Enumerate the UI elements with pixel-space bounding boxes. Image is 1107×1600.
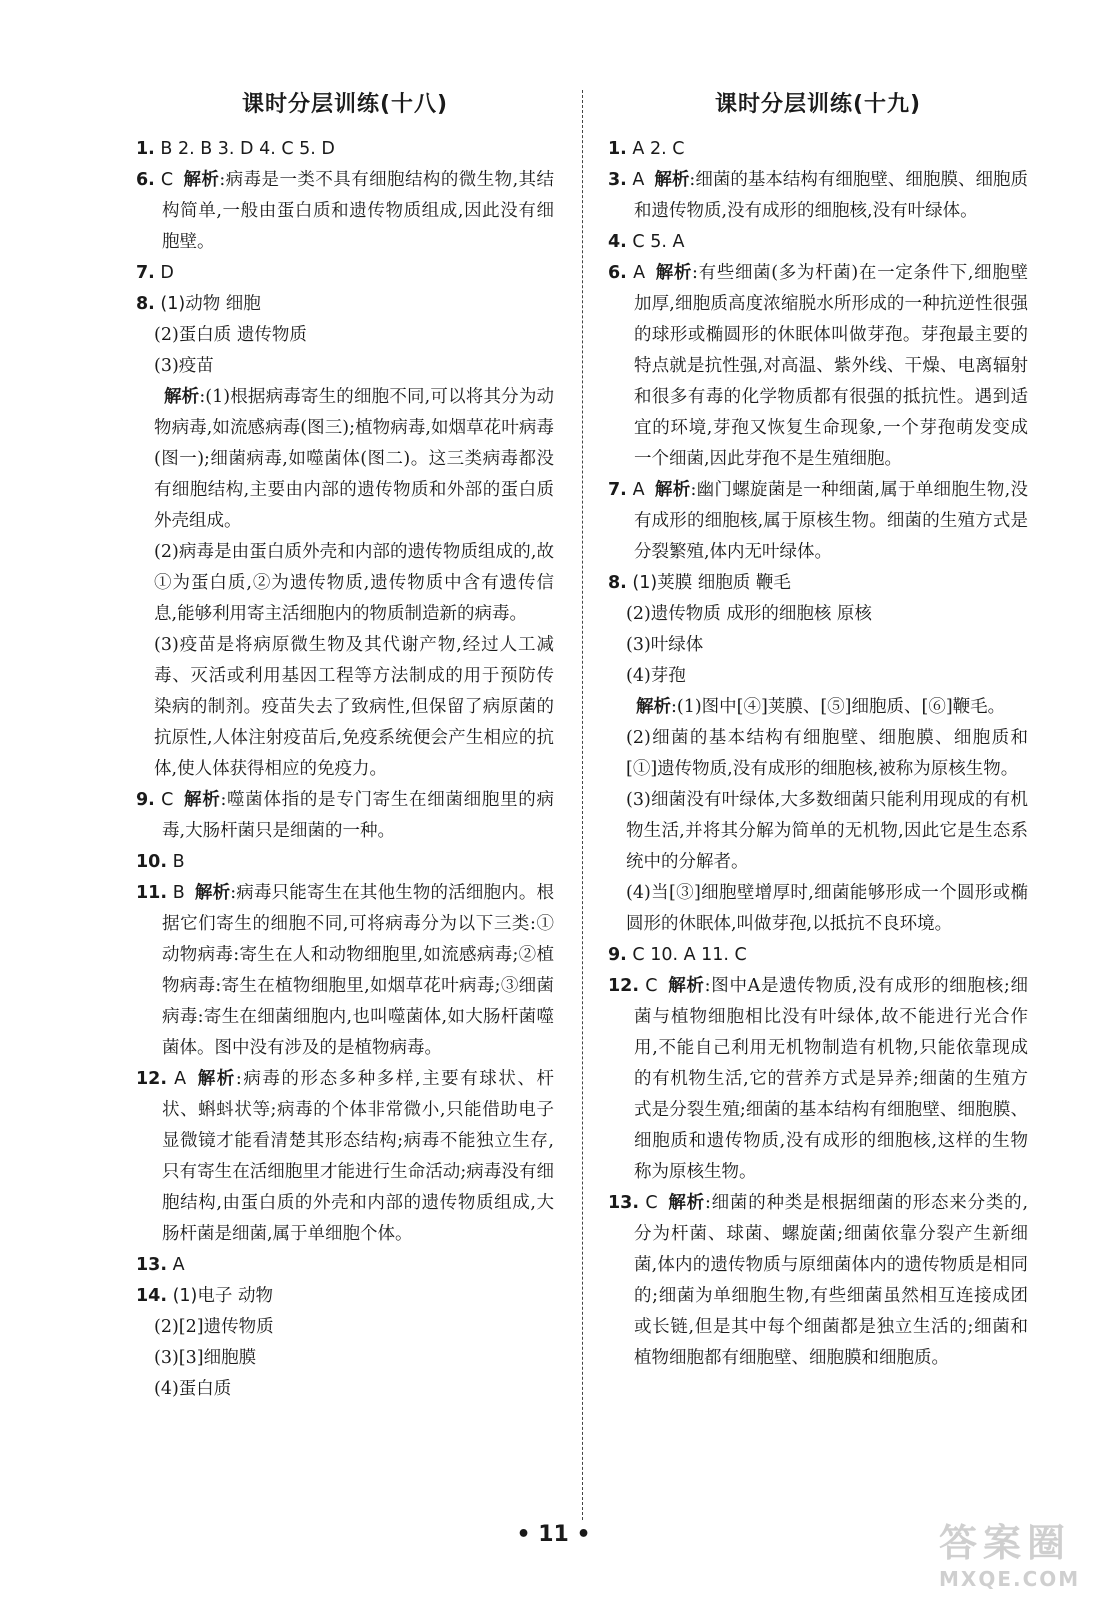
explanation-text: (2)蛋白质 遗传物质	[154, 325, 307, 345]
question-number: 3.	[608, 170, 627, 190]
question-number: 8.	[608, 573, 627, 593]
answer-subline	[136, 1374, 554, 1405]
answer-choice: D	[160, 263, 174, 283]
answer-item	[136, 1281, 554, 1312]
watermark-logo	[939, 1512, 1089, 1590]
explanation-text: :有些细菌(多为杆菌)在一定条件下,细胞壁加厚,细胞质高度浓缩脱水所形成的一种抗逆性很强的球形或椭圆形的休眠体叫做芽孢。芽孢最主要的特点就是抗性强,对高温、紫外线、干燥、电离辐射和很多有毒的化学物质都有很强的抵抗性。遇到适宜的环境,芽孢又恢复生命现象,一个芽孢萌发变成一个细菌,因此芽孢不是生殖细胞。	[634, 263, 1028, 469]
answer-item	[608, 475, 1028, 568]
watermark-url: MXQE.COM	[939, 1567, 1081, 1591]
explanation-text: (4)芽孢	[626, 666, 686, 686]
answer-choice: C	[645, 976, 658, 996]
explanation-text: :幽门螺旋菌是一种细菌,属于单细胞生物,没有成形的细胞核,属于原核生物。细菌的生殖方式是分裂繁殖,体内无叶绿体。	[634, 480, 1028, 562]
answer-item	[136, 847, 554, 878]
explanation-text: (4)当[③]细胞壁增厚时,细菌能够形成一个圆形或椭圆形的休眠体,叫做芽孢,以抵抗不良环境。	[626, 883, 1028, 934]
answer-choice: A	[633, 263, 646, 283]
answer-item	[608, 568, 1028, 599]
question-number: 1.	[608, 139, 627, 159]
answer-choice: (1)动物 细胞	[160, 294, 261, 314]
answer-choice: A	[172, 1255, 185, 1275]
answer-item	[136, 785, 554, 847]
answer-choice: A	[174, 1069, 187, 1089]
question-number: 13.	[136, 1255, 168, 1275]
answer-choice: B 2. B 3. D 4. C 5. D	[160, 139, 335, 159]
answer-subline	[136, 382, 554, 537]
explanation-text: :(1)图中[④]荚膜、[⑤]细胞质、[⑥]鞭毛。	[671, 697, 1006, 717]
section-title-left: 课时分层训练(十八)	[241, 92, 449, 117]
analysis-label: 解析	[667, 976, 705, 996]
answer-subline	[608, 878, 1028, 940]
answer-choice: C 10. A 11. C	[632, 945, 747, 965]
question-number: 11.	[136, 883, 168, 903]
answer-subline	[608, 723, 1028, 785]
explanation-text: (3)细菌没有叶绿体,大多数细菌只能利用现成的有机物生活,并将其分解为简单的无机物,因此它是生态系统中的分解者。	[626, 790, 1028, 872]
analysis-label: 解析	[183, 170, 220, 190]
answer-subline	[608, 661, 1028, 692]
section-title-right: 课时分层训练(十九)	[714, 92, 922, 117]
answer-choice: C	[161, 790, 174, 810]
answer-list-left	[136, 134, 554, 1405]
explanation-text: :(1)根据病毒寄生的细胞不同,可以将其分为动物病毒,如流感病毒(图三);植物病毒,如烟草花叶病毒(图一);细菌病毒,如噬菌体(图二)。这三类病毒都没有细胞结构,主要由内部的遗传物质和外部的蛋白质外壳组成。	[154, 387, 554, 531]
watermark-text: 答案圈	[939, 1521, 1072, 1565]
analysis-label: 解析	[194, 883, 231, 903]
answer-choice: (1)电子 动物	[172, 1286, 273, 1306]
answer-item	[608, 971, 1028, 1188]
answer-subline	[608, 599, 1028, 630]
answer-item	[608, 940, 1028, 971]
answer-choice: A 2. C	[632, 139, 685, 159]
answer-list-right	[608, 134, 1028, 1374]
answer-item	[136, 258, 554, 289]
answer-subline	[136, 537, 554, 630]
answer-item	[136, 134, 554, 165]
answer-choice: C 5. A	[632, 232, 685, 252]
explanation-text: :图中A是遗传物质,没有成形的细胞核;细菌与植物细胞相比没有叶绿体,故不能进行光合作用,不能自己利用无机物制造有机物,只能依靠现成的有机物生活,它的营养方式是异养;细菌的生殖方式是分裂生殖;细菌的基本结构有细胞壁、细胞膜、细胞质和遗传物质,没有成形的细胞核,这样的生物称为原核生物。	[634, 976, 1028, 1182]
question-number: 12.	[136, 1069, 168, 1089]
question-number: 9.	[608, 945, 627, 965]
explanation-text: (2)细菌的基本结构有细胞壁、细胞膜、细胞质和[①]遗传物质,没有成形的细胞核,被称为原核生物。	[626, 728, 1028, 779]
question-number: 12.	[608, 976, 640, 996]
column-divider	[582, 90, 583, 1520]
analysis-label: 解析	[636, 697, 671, 717]
question-number: 6.	[136, 170, 155, 190]
answer-subline	[136, 351, 554, 382]
answer-item	[608, 134, 1028, 165]
answer-item	[136, 1064, 554, 1250]
explanation-text: :病毒的形态多种多样,主要有球状、杆状、蝌蚪状等;病毒的个体非常微小,只能借助电子显微镜才能看清楚其形态结构;病毒不能独立生存,只有寄生在活细胞里才能进行生命活动;病毒没有细胞结构,由蛋白质的外壳和内部的遗传物质组成,大肠杆菌是细菌,属于单细胞个体。	[162, 1069, 554, 1244]
right-column	[608, 88, 1028, 1374]
answer-subline	[136, 630, 554, 785]
explanation-text: (3)叶绿体	[626, 635, 704, 655]
explanation-text: (3)疫苗是将病原微生物及其代谢产物,经过人工减毒、灭活或利用基因工程等方法制成的用于预防传染病的制剂。疫苗失去了致病性,但保留了病原菌的抗原性,人体注射疫苗后,免疫系统便会产生相应的抗体,使人体获得相应的免疫力。	[154, 635, 554, 779]
answer-item	[608, 1188, 1028, 1374]
answer-item	[608, 165, 1028, 227]
question-number: 1.	[136, 139, 155, 159]
answer-choice: C	[160, 170, 174, 190]
analysis-label: 解析	[164, 387, 200, 407]
answer-subline	[608, 785, 1028, 878]
explanation-text: (2)遗传物质 成形的细胞核 原核	[626, 604, 872, 624]
answer-choice: B	[172, 883, 185, 903]
answer-item	[136, 1250, 554, 1281]
question-number: 4.	[608, 232, 627, 252]
answer-choice: C	[645, 1193, 658, 1213]
answer-item	[136, 165, 554, 258]
analysis-label: 解析	[654, 480, 691, 500]
answer-choice: B	[172, 852, 185, 872]
question-number: 14.	[136, 1286, 168, 1306]
explanation-text: (3)疫苗	[154, 356, 214, 376]
question-number: 9.	[136, 790, 155, 810]
answer-item	[608, 258, 1028, 475]
answer-choice: A	[632, 480, 645, 500]
answer-subline	[136, 1343, 554, 1374]
explanation-text: (3)[3]细胞膜	[154, 1348, 257, 1368]
question-number: 13.	[608, 1193, 640, 1213]
explanation-text: :细菌的种类是根据细菌的形态来分类的,分为杆菌、球菌、螺旋菌;细菌依靠分裂产生新细菌,体内的遗传物质与原细菌体内的遗传物质是相同的;细菌为单细胞生物,有些细菌虽然相互连接成团或长链,但是其中每个细菌都是独立生活的;细菌和植物细胞都有细胞壁、细胞膜和细胞质。	[634, 1193, 1029, 1368]
answer-subline	[608, 630, 1028, 661]
analysis-label: 解析	[655, 263, 693, 283]
explanation-text: (2)病毒是由蛋白质外壳和内部的遗传物质组成的,故①为蛋白质,②为遗传物质,遗传物质中含有遗传信息,能够利用寄主活细胞内的物质制造新的病毒。	[154, 542, 554, 624]
left-column	[136, 88, 554, 1405]
question-number: 6.	[608, 263, 627, 283]
question-number: 7.	[608, 480, 627, 500]
question-number: 10.	[136, 852, 168, 872]
page-number: • 11 •	[516, 1522, 591, 1547]
explanation-text: :病毒是一类不具有细胞结构的微生物,其结构简单,一般由蛋白质和遗传物质组成,因此没有细胞壁。	[162, 170, 554, 252]
explanation-text: :细菌的基本结构有细胞壁、细胞膜、细胞质和遗传物质,没有成形的细胞核,没有叶绿体。	[634, 170, 1028, 221]
question-number: 8.	[136, 294, 155, 314]
explanation-text: :病毒只能寄生在其他生物的活细胞内。根据它们寄生的细胞不同,可将病毒分为以下三类:①动物病毒:寄生在人和动物细胞里,如流感病毒;②植物病毒:寄生在植物细胞里,如烟草花叶病毒;③细菌病毒:寄生在细菌细胞内,也叫噬菌体,如大肠杆菌噬菌体。图中没有涉及的是植物病毒。	[162, 883, 554, 1058]
answer-choice: (1)荚膜 细胞质 鞭毛	[632, 573, 791, 593]
answer-item	[608, 227, 1028, 258]
analysis-label: 解析	[654, 170, 690, 190]
answer-item	[136, 289, 554, 320]
answer-subline	[136, 320, 554, 351]
answer-item	[136, 878, 554, 1064]
analysis-label: 解析	[667, 1193, 705, 1213]
analysis-label: 解析	[183, 790, 221, 810]
explanation-text: :噬菌体指的是专门寄生在细菌细胞里的病毒,大肠杆菌只是细菌的一种。	[162, 790, 554, 841]
question-number: 7.	[136, 263, 155, 283]
explanation-text: (2)[2]遗传物质	[154, 1317, 274, 1337]
answer-choice: A	[632, 170, 645, 190]
explanation-text: (4)蛋白质	[154, 1379, 232, 1399]
answer-subline	[136, 1312, 554, 1343]
answer-subline	[608, 692, 1028, 723]
analysis-label: 解析	[196, 1069, 236, 1089]
